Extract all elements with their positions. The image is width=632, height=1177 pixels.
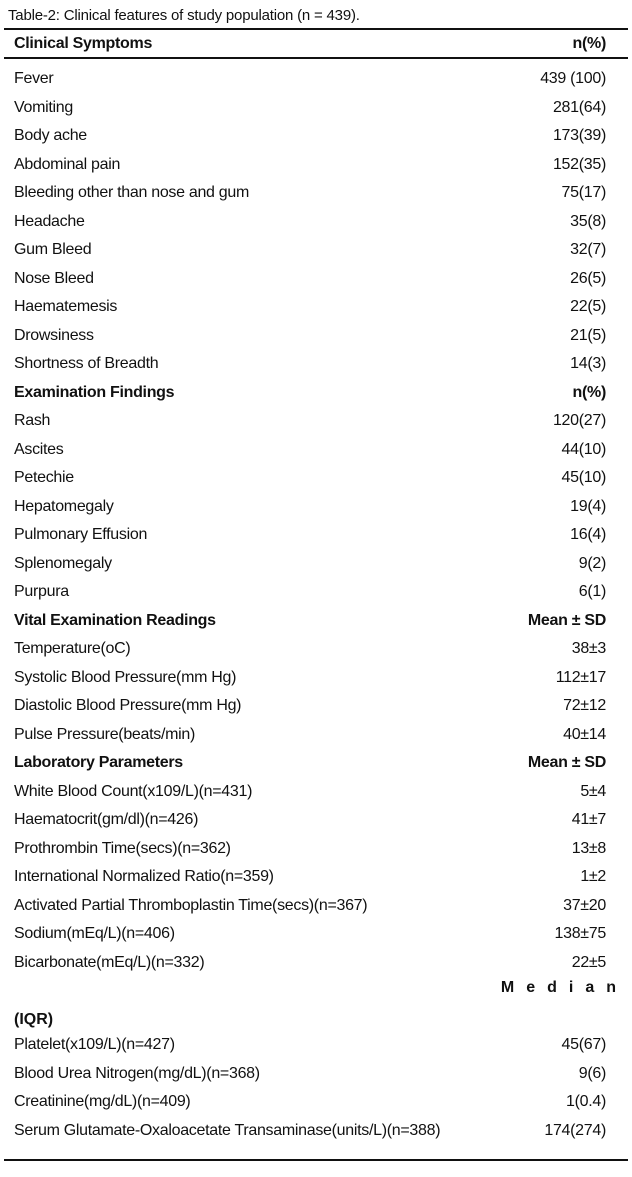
row-value: 38±3	[571, 640, 606, 658]
table-row	[4, 265, 628, 294]
row-value: 22±5	[571, 953, 606, 971]
row-value: 6(1)	[578, 583, 606, 601]
row-value: 35(8)	[570, 212, 606, 230]
table-row	[4, 949, 628, 978]
row-value: 16(4)	[570, 526, 606, 544]
table-row	[4, 122, 628, 151]
table-row	[4, 293, 628, 322]
vital-readings-section	[4, 635, 628, 749]
median-label: Median	[500, 979, 628, 996]
row-label: Fever	[14, 70, 54, 88]
table-bottom-rule	[4, 1159, 628, 1161]
section-header-vital	[4, 607, 628, 636]
table-row	[4, 806, 628, 835]
row-value: 19(4)	[570, 497, 606, 515]
section-header-examination	[4, 379, 628, 408]
row-label: Abdominal pain	[14, 155, 121, 173]
table-row	[4, 778, 628, 807]
table-row	[4, 208, 628, 237]
row-value: 75(17)	[561, 184, 606, 202]
table-row	[4, 65, 628, 94]
row-label: Ascites	[14, 440, 64, 458]
table-row	[4, 1031, 628, 1060]
table-row	[4, 920, 628, 949]
row-value: 32(7)	[570, 241, 606, 259]
row-label: Bleeding other than nose and gum	[14, 184, 250, 202]
row-label: Petechie	[14, 469, 74, 487]
row-value: 174(274)	[544, 1121, 606, 1139]
row-label: White Blood Count(x109/L)(n=431)	[14, 782, 253, 800]
table-row	[4, 1060, 628, 1089]
table-row	[4, 664, 628, 693]
section-header-lab	[4, 749, 628, 778]
row-label: Temperature(oC)	[14, 640, 131, 658]
row-value: 72±12	[563, 697, 606, 715]
row-label: Platelet(x109/L)(n=427)	[14, 1036, 175, 1054]
section-value: n(%)	[572, 383, 606, 401]
clinical-symptoms-section	[4, 65, 628, 379]
table-row	[4, 179, 628, 208]
table-caption: Table-2: Clinical features of study population (n = 439).	[8, 7, 360, 24]
section-value: Mean ± SD	[527, 754, 606, 772]
row-label: Sodium(mEq/L)(n=406)	[14, 925, 175, 943]
row-value: 9(2)	[578, 554, 606, 572]
section-label: Vital Examination Readings	[14, 611, 216, 629]
table-row	[4, 236, 628, 265]
table-row	[4, 464, 628, 493]
table-row	[4, 407, 628, 436]
table-row	[4, 350, 628, 379]
row-label: Hepatomegaly	[14, 497, 114, 515]
row-value: 21(5)	[570, 326, 606, 344]
row-value: 152(35)	[552, 155, 606, 173]
row-label: Bicarbonate(mEq/L)(n=332)	[14, 953, 205, 971]
row-label: Pulmonary Effusion	[14, 526, 148, 544]
section-label: Examination Findings	[14, 383, 175, 401]
row-value: 1±2	[580, 868, 606, 886]
row-label: Purpura	[14, 583, 69, 601]
row-value: 40±14	[563, 725, 606, 743]
row-label: Haematemesis	[14, 298, 118, 316]
row-label: International Normalized Ratio(n=359)	[14, 868, 274, 886]
table-row	[4, 521, 628, 550]
table-row	[4, 635, 628, 664]
row-value: 439 (100)	[540, 70, 606, 88]
row-value: 13±8	[571, 839, 606, 857]
row-label: Vomiting	[14, 98, 73, 116]
row-value: 44(10)	[561, 440, 606, 458]
table-row	[4, 835, 628, 864]
table-row	[4, 322, 628, 351]
table-row	[4, 721, 628, 750]
row-label: Systolic Blood Pressure(mm Hg)	[14, 668, 237, 686]
row-label: Creatinine(mg/dL)(n=409)	[14, 1093, 191, 1111]
table-row	[4, 863, 628, 892]
lab-parameters-section	[4, 778, 628, 978]
section-header-median	[4, 977, 628, 1031]
iqr-label: (IQR)	[14, 1011, 54, 1028]
table-header-row	[4, 30, 628, 57]
table-row	[4, 151, 628, 180]
table-row	[4, 436, 628, 465]
row-label: Haematocrit(gm/dl)(n=426)	[14, 811, 199, 829]
header-value: n(%)	[572, 34, 606, 52]
row-value: 138±75	[554, 925, 606, 943]
section-label: Laboratory Parameters	[14, 754, 183, 772]
section-value: Mean ± SD	[527, 611, 606, 629]
table-row	[4, 892, 628, 921]
table-row	[4, 692, 628, 721]
row-value: 1(0.4)	[566, 1093, 606, 1111]
header-label: Clinical Symptoms	[14, 34, 153, 52]
row-label: Gum Bleed	[14, 241, 92, 259]
row-label: Prothrombin Time(secs)(n=362)	[14, 839, 231, 857]
row-label: Rash	[14, 412, 51, 430]
table-row	[4, 493, 628, 522]
row-value: 45(10)	[561, 469, 606, 487]
table-row	[4, 1117, 628, 1146]
row-value: 281(64)	[552, 98, 606, 116]
row-value: 9(6)	[578, 1064, 606, 1082]
row-label: Body ache	[14, 127, 87, 145]
row-value: 41±7	[571, 811, 606, 829]
row-value: 112±17	[555, 668, 606, 686]
row-label: Splenomegaly	[14, 554, 112, 572]
row-value: 14(3)	[570, 355, 606, 373]
table-row	[4, 94, 628, 123]
row-value: 22(5)	[570, 298, 606, 316]
median-parameters-section	[4, 1031, 628, 1145]
row-value: 45(67)	[561, 1036, 606, 1054]
row-label: Headache	[14, 212, 85, 230]
examination-findings-section	[4, 407, 628, 607]
row-value: 26(5)	[570, 269, 606, 287]
row-value: 120(27)	[552, 412, 606, 430]
row-label: Shortness of Breadth	[14, 355, 159, 373]
row-label: Nose Bleed	[14, 269, 94, 287]
row-label: Drowsiness	[14, 326, 94, 344]
table-row	[4, 1088, 628, 1117]
table-row	[4, 550, 628, 579]
row-label: Activated Partial Thromboplastin Time(secs)(n=367)	[14, 896, 368, 914]
row-value: 173(39)	[552, 127, 606, 145]
row-label: Diastolic Blood Pressure(mm Hg)	[14, 697, 242, 715]
row-label: Blood Urea Nitrogen(mg/dL)(n=368)	[14, 1064, 260, 1082]
row-label: Serum Glutamate-Oxaloacetate Transaminase(units/L)(n=388)	[14, 1121, 441, 1139]
row-label: Pulse Pressure(beats/min)	[14, 725, 196, 743]
row-value: 37±20	[563, 896, 606, 914]
table-row	[4, 578, 628, 607]
row-value: 5±4	[580, 782, 606, 800]
